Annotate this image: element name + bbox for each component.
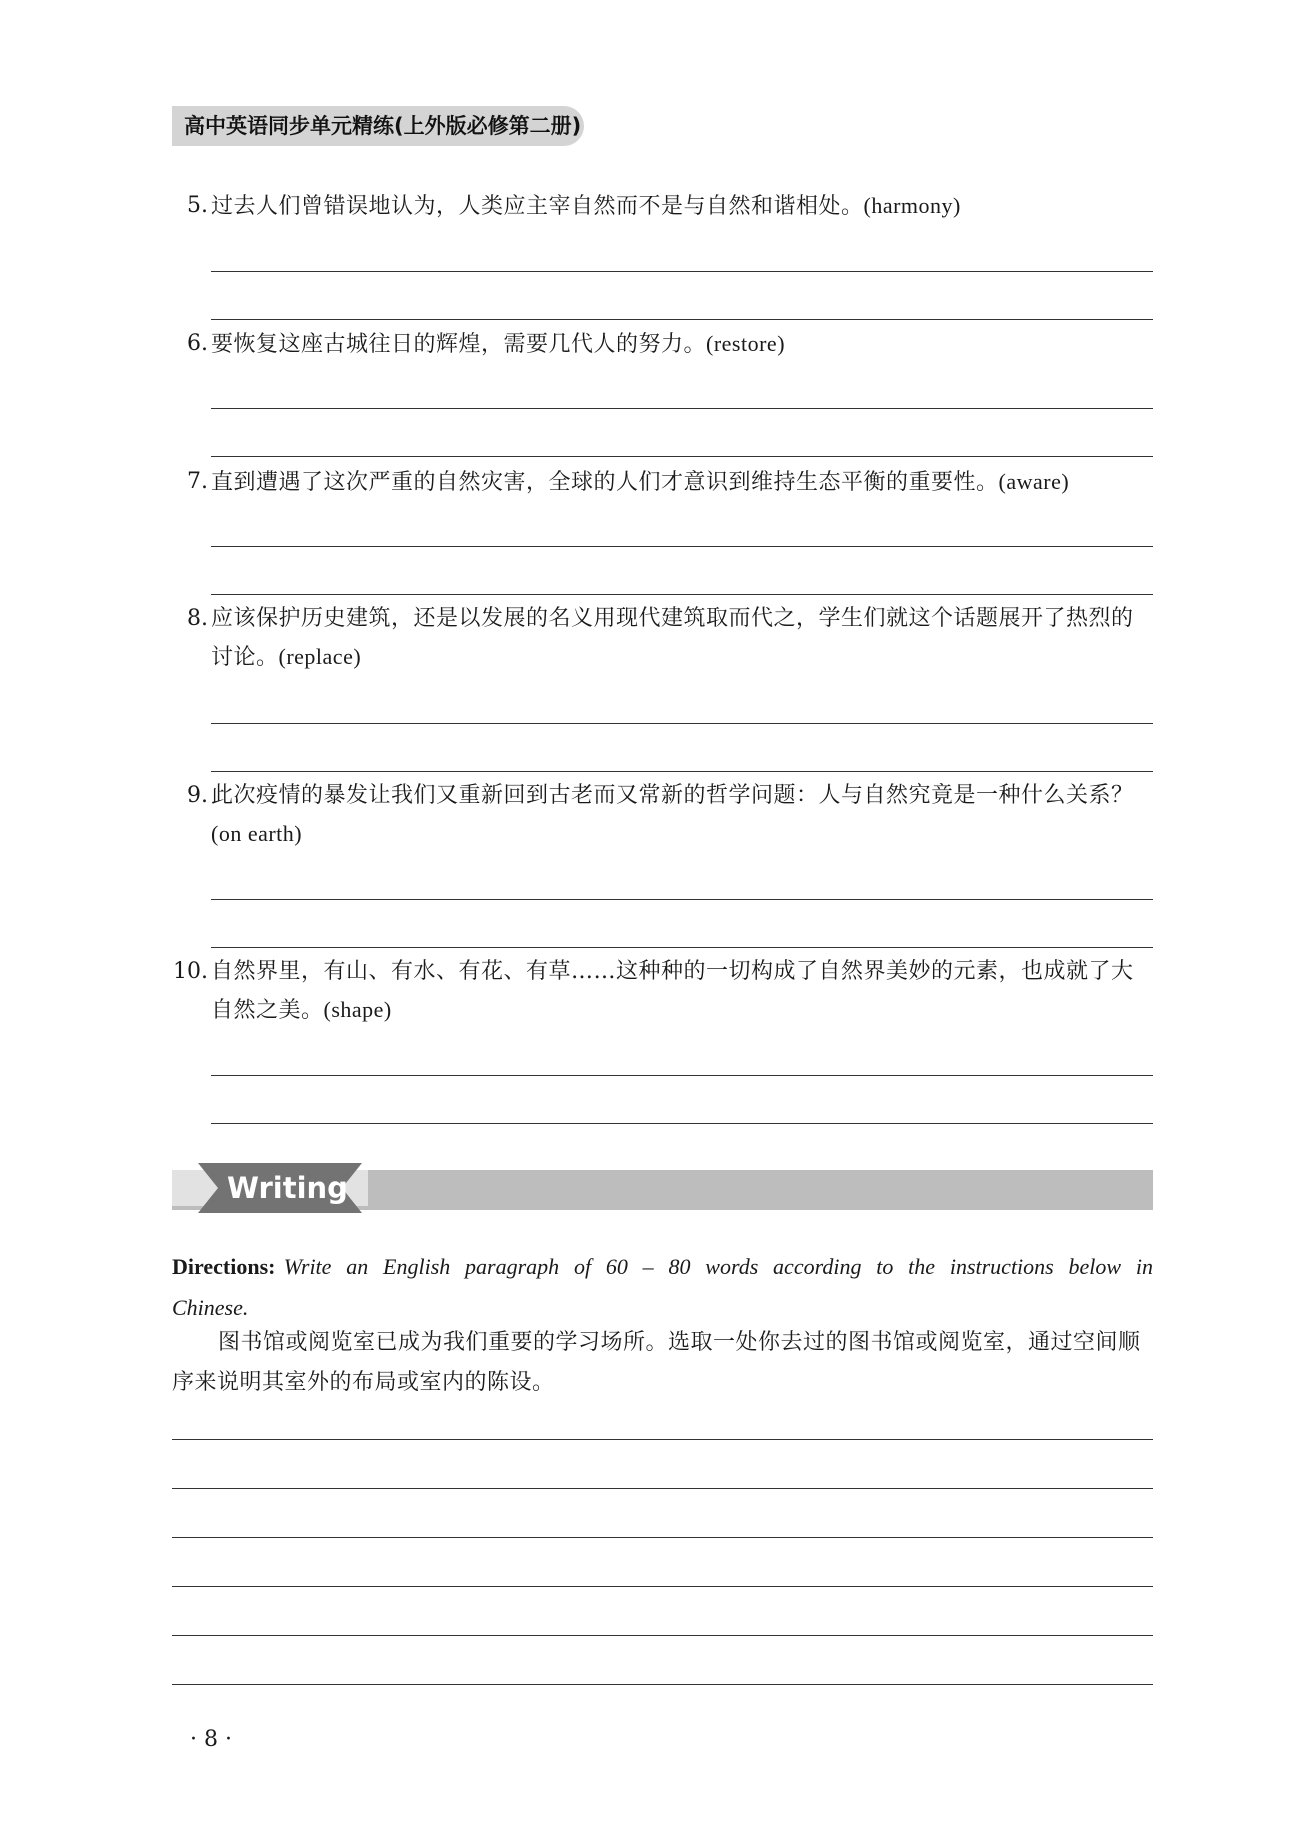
page-number: · 8 · — [190, 1727, 232, 1752]
answer-line[interactable] — [211, 1075, 1153, 1076]
item-hint: (aware) — [998, 469, 1070, 494]
directions-text: Write an English paragraph of 60 – 80 words according to the instructions below in Chinese. — [172, 1254, 1153, 1320]
answer-line[interactable] — [211, 408, 1153, 409]
item-text: 此次疫情的暴发让我们又重新回到古老而又常新的哲学问题：人与自然究竟是一种什么关系？(on earth) — [211, 783, 1134, 846]
item-number: 5. — [187, 193, 208, 218]
book-title-tab — [172, 106, 584, 146]
writing-answer-line[interactable] — [172, 1586, 1153, 1587]
answer-line[interactable] — [211, 771, 1153, 772]
writing-answer-line[interactable] — [172, 1439, 1153, 1440]
item-number: 10. — [173, 959, 208, 984]
answer-line[interactable] — [211, 271, 1153, 272]
writing-section-title: Writing — [227, 1171, 348, 1205]
item-text: 过去人们曾错误地认为，人类应主宰自然而不是与自然和谐相处。(harmony) — [211, 193, 961, 219]
directions-label: Directions: — [172, 1254, 276, 1279]
item-text: 直到遭遇了这次严重的自然灾害，全球的人们才意识到维持生态平衡的重要性。(aware) — [211, 469, 1070, 495]
item-number: 6. — [187, 331, 208, 356]
answer-line[interactable] — [211, 456, 1153, 457]
item-text: 应该保护历史建筑，还是以发展的名义用现代建筑取而代之，学生们就这个话题展开了热烈的讨论。(replace) — [211, 606, 1134, 670]
item-hint: (harmony) — [863, 193, 961, 218]
answer-line[interactable] — [211, 594, 1153, 595]
answer-line[interactable] — [211, 546, 1153, 547]
item-number: 9. — [187, 783, 208, 808]
item-hint: (replace) — [278, 644, 362, 669]
writing-directions — [172, 1247, 1153, 1329]
book-title: 高中英语同步单元精练(上外版必修第二册) — [184, 114, 582, 138]
item-number: 8. — [187, 606, 208, 631]
item-text: 自然界里，有山、有水、有花、有草……这种种的一切构成了自然界美妙的元素，也成就了大自然之美。(shape) — [211, 959, 1134, 1023]
writing-prompt: 图书馆或阅览室已成为我们重要的学习场所。选取一处你去过的图书馆或阅览室，通过空间顺序来说明其室外的布局或室内的陈设。 — [172, 1330, 1141, 1395]
writing-answer-line[interactable] — [172, 1635, 1153, 1636]
answer-line[interactable] — [211, 899, 1153, 900]
answer-line[interactable] — [211, 947, 1153, 948]
item-text: 要恢复这座古城往日的辉煌，需要几代人的努力。(restore) — [211, 331, 786, 357]
item-number: 7. — [187, 469, 208, 494]
writing-answer-line[interactable] — [172, 1537, 1153, 1538]
item-hint: (restore) — [706, 331, 786, 356]
answer-line[interactable] — [211, 723, 1153, 724]
item-hint: (on earth) — [211, 821, 303, 846]
writing-answer-line[interactable] — [172, 1684, 1153, 1685]
writing-answer-line[interactable] — [172, 1488, 1153, 1489]
answer-line[interactable] — [211, 319, 1153, 320]
item-hint: (shape) — [323, 997, 392, 1022]
answer-line[interactable] — [211, 1123, 1153, 1124]
